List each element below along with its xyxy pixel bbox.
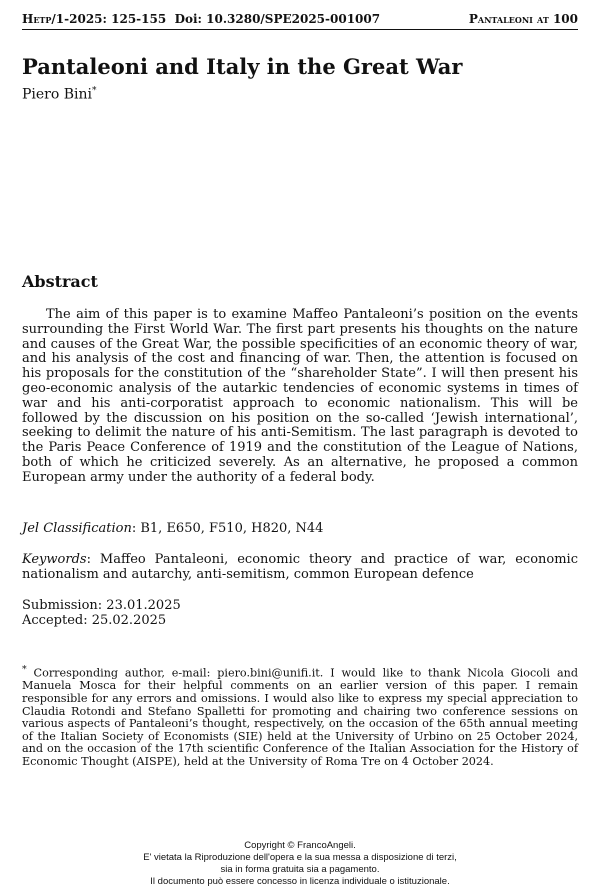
abstract-text: The aim of this paper is to examine Maffeo Pantaleoni’s position on the events surrounding the First World War. The first part presents his thoughts on the nature and causes of the Great War, the possible specificities of an economic theory of war, and his analysis of the cost and financing of war. Then, the attention is focused on his proposals for the constitution of the “shareholder State”. I will then present his geo-economic analysis of the autarkic tendencies of economic systems in times of war and his anti-corporatist approach to economic nationalism. This will be followed by the discussion on his position on the so-called ‘Jewish international’, seeking to delimit the nature of his anti-Semitism. The last paragraph is devoted to the Paris Peace Conference of 1919 and the constitution of the League of Nations, both of which he criticized severely. As an alternative, he proposed a common European army under the authority of a federal body. [22,307,578,485]
journal-name: Hetp [22,12,52,26]
copyright-line-4: Il documento può essere concesso in licenza individuale o istituzionale. [150,876,450,887]
paper-page [22,12,578,887]
doi: Doi: 10.3280/SPE2025-001007 [174,12,381,26]
submission-date: Submission: 23.01.2025 [22,598,181,613]
submission-dates [22,598,181,628]
copyright-line-2: E' vietata la Riproduzione dell'opera e la sua messa a disposizione di terzi, [143,852,457,863]
keywords-label: Keywords [22,552,87,567]
paper-title: Pantaleoni and Italy in the Great War [22,54,463,79]
copyright-notice [22,840,578,888]
copyright-line-3: sia in forma gratuita sia a pagamento. [220,864,380,875]
abstract-heading: Abstract [22,272,98,291]
jel-classification [22,521,323,536]
footnote-mark: * [22,664,27,675]
jel-label: Jel Classification [22,521,132,536]
issue-pages: /1-2025: 125-155 [51,12,167,26]
copyright-line-1: Copyright © FrancoAngeli. [244,840,356,851]
keywords [22,552,578,582]
author-footnote-mark: * [92,86,97,96]
footnote-text: Corresponding author, e-mail: piero.bini@unifi.it. I would like to thank Nicola Giocoli and Manuela Mosca for their helpful comments on an earlier version of this paper. I remain responsible for any errors and omissions. I would also like to express my special appreciation to Claudia Rotondi and Stefano Spalletti for promoting and chairing two conference sessions on various aspects of Pantaleoni’s thought, respectively, on the occasion of the 65th annual meeting of the Italian Society of Economists (SIE) held at the University of Urbino on 25 October 2024, and on the occasion of the 17th scientific Conference of the Italian Association for the History of Economic Thought (AISPE), held at the University of Roma Tre on 4 October 2024. [22,666,578,768]
running-head-right: Pantaleoni at 100 [468,12,578,26]
running-head [22,12,578,30]
jel-codes: : B1, E650, F510, H820, N44 [131,521,324,536]
author-footnote [22,664,578,768]
author-line [22,86,97,103]
accepted-date: Accepted: 25.02.2025 [22,613,167,628]
citation-line [22,12,380,26]
author-name: Piero Bini [22,86,93,103]
keywords-list: : Maffeo Pantaleoni, economic theory and practice of war, economic nationalism and autarchy, anti-semitism, common European defence [22,552,578,582]
